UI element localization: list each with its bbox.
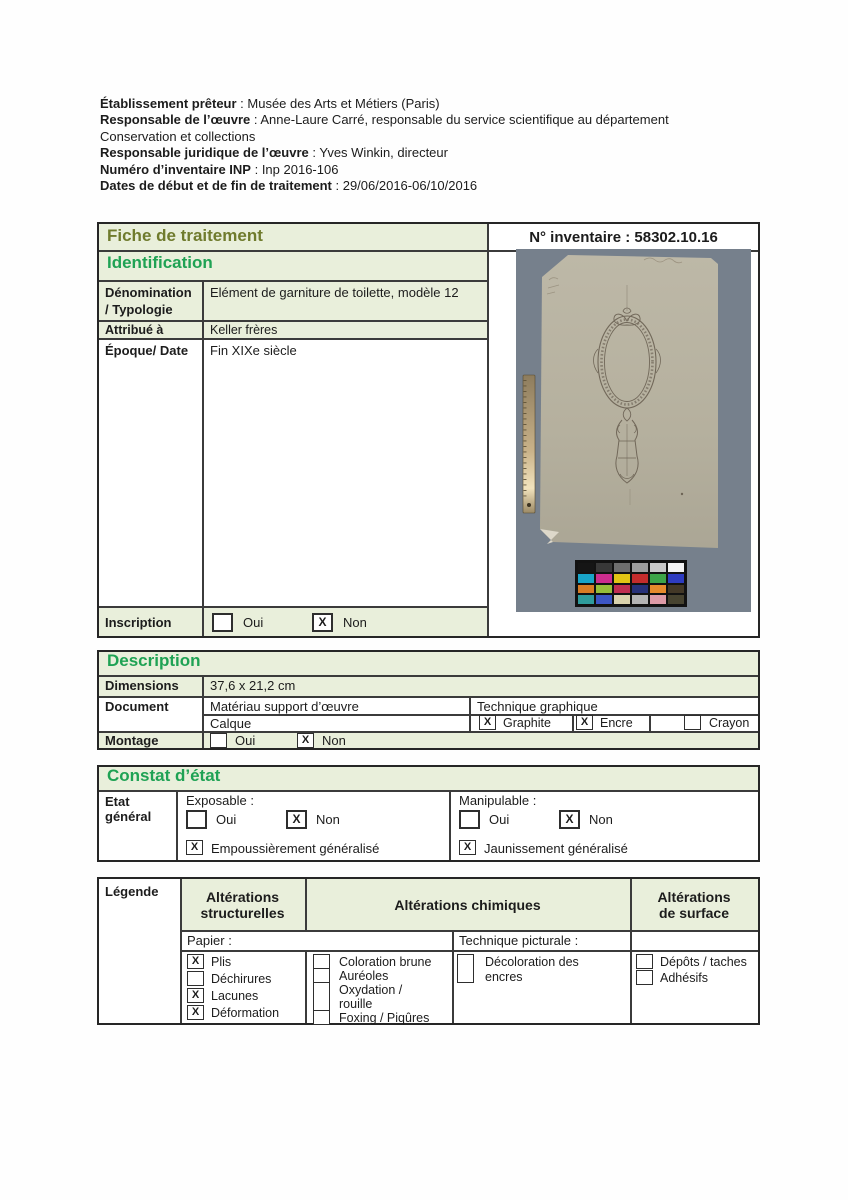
foxing-label: Foxing / Piqûres [339, 1011, 430, 1025]
checkbox-empoussierement: X [186, 840, 203, 855]
montage-label: Montage [105, 733, 159, 748]
checker-patch [596, 574, 612, 583]
checkbox-decoloration [457, 954, 474, 983]
checkbox-deformation: X [187, 1005, 204, 1020]
grid-line [99, 675, 758, 677]
checkbox-aureoles [313, 968, 330, 983]
paper-spot [681, 493, 683, 495]
header-block [100, 96, 742, 194]
checkbox-oxydation [313, 982, 330, 1011]
col-surface-text: Altérations de surface [657, 888, 731, 921]
attribue-value: Keller frères [210, 323, 278, 337]
checkbox-foxing [313, 1010, 330, 1025]
row-bg [99, 731, 758, 748]
grid-line [99, 606, 487, 608]
checker-patch [668, 595, 684, 604]
checker-patch [596, 595, 612, 604]
dimensions-label: Dimensions [105, 678, 179, 693]
checker-patch [632, 574, 648, 583]
exposable-oui-label: Oui [216, 812, 237, 827]
grid-line [99, 696, 758, 698]
header-value: : 29/06/2016-06/10/2016 [331, 178, 478, 194]
header-value: : Musée des Arts et Métiers (Paris) [236, 96, 440, 111]
header-label: Établissement prêteur [100, 96, 237, 111]
checker-patch [632, 595, 648, 604]
checker-patch [668, 563, 684, 572]
montage-non-label: Non [322, 733, 346, 748]
checkbox-montage-non: X [297, 733, 314, 748]
manipulable-non-label: Non [589, 812, 613, 827]
materiau-header: Matériau support d’œuvre [210, 699, 359, 714]
col-structurelles-header [180, 879, 305, 930]
checkbox-encre: X [576, 715, 593, 730]
checkbox-lacunes: X [187, 988, 204, 1003]
checker-patch [650, 574, 666, 583]
checkbox-inscription-non: X [312, 613, 333, 632]
header-label: Numéro d’inventaire INP [100, 161, 251, 177]
grid-line [99, 731, 758, 733]
header-line [100, 112, 742, 145]
dechirures-label: Déchirures [211, 972, 272, 986]
empoussierement-label: Empoussièrement généralisé [211, 841, 380, 856]
attribue-label: Attribué à [105, 323, 164, 337]
checker-patch [578, 585, 594, 594]
picturale-header: Technique picturale : [459, 933, 579, 948]
adhesifs-label: Adhésifs [660, 971, 708, 985]
constat-table [97, 765, 760, 862]
checkbox-exposable-oui [186, 810, 207, 829]
grid-line [452, 930, 454, 1023]
denomination-label: Dénomination / Typologie [105, 285, 192, 317]
inscription-oui-label: Oui [243, 615, 264, 630]
coloration-brune-label: Coloration brune [339, 955, 432, 969]
checker-patch [668, 574, 684, 583]
depots-label: Dépôts / taches [660, 955, 747, 969]
papier-header: Papier : [187, 933, 232, 948]
checkbox-depots [636, 954, 653, 969]
section-constat-title: Constat d’état [107, 766, 221, 785]
grid-line [99, 320, 487, 322]
checker-patch [650, 585, 666, 594]
checkbox-manipulable-non: X [559, 810, 580, 829]
checkbox-coloration-brune [313, 954, 330, 969]
checker-patch [596, 585, 612, 594]
grid-line [572, 714, 574, 731]
checker-patch [614, 563, 630, 572]
manipulable-header: Manipulable : [459, 793, 537, 808]
col-surface-header [630, 879, 758, 930]
decoloration-label: Décoloration des encres [485, 955, 579, 984]
manipulable-oui-label: Oui [489, 812, 510, 827]
deformation-label: Déformation [211, 1006, 280, 1020]
header-line [100, 178, 742, 194]
section-identification-title: Identification [107, 253, 213, 272]
dimensions-value: 37,6 x 21,2 cm [210, 678, 296, 693]
header-label: Dates de début et de fin de traitement [100, 178, 332, 194]
table-title: Fiche de traitement [107, 226, 263, 245]
inventory-number: N° inventaire : 58302.10.16 [529, 228, 718, 246]
checker-patch [596, 563, 612, 572]
graphite-label: Graphite [503, 716, 551, 730]
treatment-table [97, 222, 760, 638]
header-label: Responsable juridique de l’œuvre [100, 145, 309, 161]
checkbox-dechirures [187, 971, 204, 986]
lacunes-label: Lacunes [211, 989, 259, 1003]
checker-patch [614, 595, 630, 604]
checker-patch [578, 595, 594, 604]
plis-label: Plis [211, 955, 232, 969]
artwork-photo-illustration [516, 249, 751, 612]
section-description-title: Description [107, 651, 201, 670]
checkbox-exposable-non: X [286, 810, 307, 829]
jaunissement-label: Jaunissement généralisé [484, 841, 628, 856]
grid-line [99, 280, 487, 282]
grid-line [99, 338, 487, 340]
document-label: Document [105, 699, 169, 714]
artwork-photo [516, 249, 751, 612]
checker-patch [578, 574, 594, 583]
checkbox-manipulable-oui [459, 810, 480, 829]
description-table [97, 650, 760, 750]
checker-patch [632, 563, 648, 572]
checker-patch [578, 563, 594, 572]
header-value: : Inp 2016-106 [250, 161, 339, 177]
epoque-value: Fin XIXe siècle [210, 343, 297, 358]
header-value: : Yves Winkin, directeur [308, 145, 448, 161]
checker-patch [614, 585, 630, 594]
grid-line [305, 950, 307, 1023]
col-structurelles-text: Altérations structurelles [200, 888, 285, 921]
grid-line [202, 282, 204, 636]
technique-header: Technique graphique [477, 699, 598, 714]
aureoles-label: Auréoles [339, 969, 389, 983]
checker-patch [650, 563, 666, 572]
denomination-value: Elément de garniture de toilette, modèle 12 [210, 285, 459, 300]
exposable-header: Exposable : [186, 793, 254, 808]
checkbox-jaunissement: X [459, 840, 476, 855]
legende-table [97, 877, 760, 1025]
encre-label: Encre [600, 716, 633, 730]
crayon-label: Crayon [709, 716, 750, 730]
grid-line [180, 950, 758, 952]
col-chimiques-header: Altérations chimiques [394, 896, 541, 913]
grid-line [99, 790, 758, 792]
grid-line [449, 790, 451, 860]
checkbox-graphite: X [479, 715, 496, 730]
checker-patch [668, 585, 684, 594]
ruler-icon [523, 375, 535, 513]
checkbox-crayon [684, 715, 701, 730]
header-line [100, 96, 742, 112]
header-line [100, 145, 742, 161]
checkbox-adhesifs [636, 970, 653, 985]
header-value: : Anne-Laure Carré, responsable du service scientifique au département Conservation et collections [100, 112, 669, 144]
color-checker [575, 560, 687, 607]
checker-patch [650, 595, 666, 604]
grid-line [649, 714, 651, 731]
inscription-label: Inscription [105, 615, 172, 630]
etat-general-label: Etat général [105, 794, 152, 824]
materiau-value: Calque [210, 716, 252, 731]
exposable-non-label: Non [316, 812, 340, 827]
grid-line [202, 675, 204, 748]
legende-label: Légende [105, 884, 159, 899]
grid-line [180, 930, 758, 932]
header-label: Responsable de l’œuvre [100, 112, 251, 128]
inscription-non-label: Non [343, 615, 367, 630]
oxydation-label: Oxydation / rouille [339, 983, 403, 1012]
checker-patch [632, 585, 648, 594]
epoque-label: Époque/ Date [105, 343, 189, 358]
header-line [100, 162, 742, 178]
checkbox-montage-oui [210, 733, 227, 748]
checker-patch [614, 574, 630, 583]
grid-line [469, 696, 471, 731]
grid-line [176, 790, 178, 860]
checkbox-inscription-oui [212, 613, 233, 632]
grid-line [487, 224, 489, 636]
checkbox-plis: X [187, 954, 204, 969]
montage-oui-label: Oui [235, 733, 256, 748]
row-bg [99, 675, 758, 696]
